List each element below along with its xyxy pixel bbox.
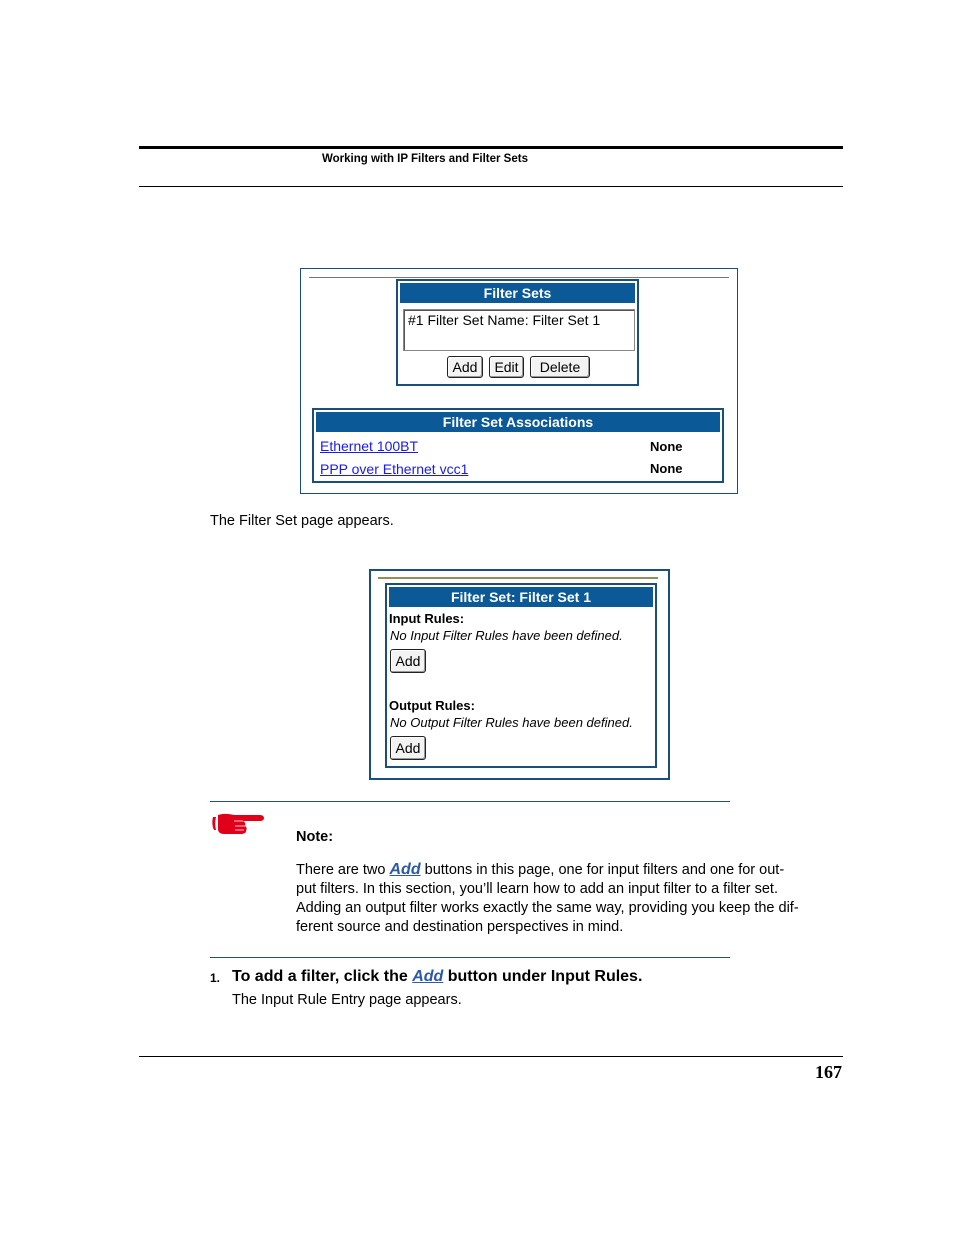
input-rules-note: No Input Filter Rules have been defined. — [390, 628, 623, 643]
output-rules-note: No Output Filter Rules have been defined. — [390, 715, 633, 730]
association-link-pppoe[interactable]: PPP over Ethernet vcc1 — [320, 461, 469, 477]
note-top-rule — [210, 801, 730, 802]
filter-sets-screenshot — [300, 268, 738, 494]
add-button-reference: Add — [389, 861, 421, 878]
edit-filter-set-button[interactable]: Edit — [489, 356, 524, 378]
note-text: put filters. In this section, you’ll learn how to add an input filter to a filter set. — [296, 881, 778, 897]
page-number: 167 — [815, 1062, 842, 1082]
divider — [309, 277, 729, 278]
filter-sets-panel — [396, 279, 639, 386]
add-button-reference: Add — [412, 968, 444, 985]
delete-filter-set-button[interactable]: Delete — [530, 356, 590, 378]
note-text: Adding an output filter works exactly the same way, providing you keep the dif- — [296, 900, 799, 916]
filter-set-list[interactable] — [403, 309, 635, 351]
add-input-rule-button[interactable]: Add — [390, 649, 426, 673]
footer-rule — [139, 1056, 843, 1057]
note-text: ferent source and destination perspectives in mind. — [296, 919, 624, 935]
caption: The Filter Set page appears. — [210, 513, 394, 529]
association-value: None — [650, 439, 683, 454]
note-text: There are two — [296, 862, 390, 878]
add-filter-set-button[interactable]: Add — [447, 356, 483, 378]
input-rules-label: Input Rules: — [389, 611, 465, 626]
step-result: The Input Rule Entry page appears. — [232, 992, 462, 1008]
pointing-hand-icon — [210, 810, 264, 836]
step-instruction — [232, 968, 642, 986]
header-bottom-rule — [139, 186, 843, 187]
filter-set-associations-panel — [312, 408, 724, 483]
note-text: buttons in this page, one for input filters and one for out- — [420, 862, 785, 878]
note-bottom-rule — [210, 957, 730, 958]
add-output-rule-button[interactable]: Add — [390, 736, 426, 760]
filter-set-list-item[interactable]: #1 Filter Set Name: Filter Set 1 — [408, 312, 601, 328]
note-body — [296, 860, 832, 937]
associations-heading: Filter Set Associations — [316, 412, 720, 432]
step-number: 1. — [210, 971, 221, 985]
filter-sets-heading: Filter Sets — [400, 283, 635, 303]
association-link-ethernet[interactable]: Ethernet 100BT — [320, 438, 419, 454]
step-text: button under Input Rules. — [443, 968, 643, 985]
step-text: To add a filter, click the — [232, 968, 413, 985]
association-value: None — [650, 461, 683, 476]
filter-set-panel — [385, 583, 657, 768]
note-label: Note: — [296, 829, 334, 845]
filter-set-screenshot — [369, 569, 670, 780]
output-rules-label: Output Rules: — [389, 698, 475, 713]
divider — [378, 577, 658, 579]
running-header: Working with IP Filters and Filter Sets — [322, 153, 528, 165]
header-top-rule — [139, 146, 843, 149]
filter-set-heading: Filter Set: Filter Set 1 — [389, 587, 653, 607]
